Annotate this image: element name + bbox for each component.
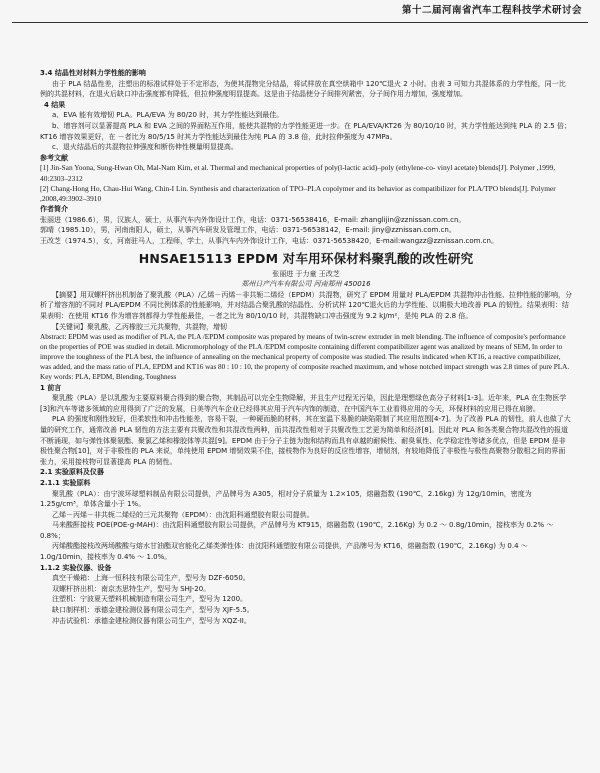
conclusion-item-b: b、增容剂可以显著提高 PLA 和 EVA 之间的界面粘互作用，能使共混物的力学性能更进一步。在 PLA/EVA/KT26 为 80/10/10 时，其力学性能达到纯 PLA 的 2.5 倍；KT16 增容效果更好，在 －者比为 80/5/15 时其力学性能达到最佳为纯 PLA 的 3.8 倍，此时拉伸强度为 47MPa。 (40, 121, 571, 141)
material-item: 聚乳酸（PLA）：由宁波环球塑料制品有限公司提供，产品牌号为 A305，相对分子质量为 1.2×105，熔融指数 (190℃，2.16kg) 为 12g/10min，密度为 1.25g/cm³，单体含量小于 1%。 (40, 489, 532, 509)
reference-item: [2] Chang-Hong Ho, Chau-Hui Wang, Chin-I Lin. Synthesis and characterization of TPO–PLA copolymer and its behavior as compatibilizer for PLA/TPO blends[J]. Polymer ,2008,49:3902–3910 (40, 183, 556, 203)
material-item: 丙烯酸酯接枝改两场酸酸与熔水甘油酯双官能化乙烯类弹性体：由沈阳科通塑胶有限公司提供，产品牌号为 KT16，熔融指数 (190℃，2.16Kg) 为 0.4 ～ 1.0g/10min，接枝率为 0.4% ～ 1.0%。 (40, 542, 528, 562)
author-info-heading: 作者简介 (40, 205, 68, 214)
paper-title: HNSAE15113 EPDM 对车用环保材料聚乳酸的改性研究 (138, 250, 474, 266)
author-info-item: 郭晴（1985.10），男，河南南阳人，硕士，从事汽车研发及管理工作，电话：0371-56538142，E-mail: jiny@zznissan.com.cn。 (40, 226, 456, 235)
paper-affiliation: 郑州日产汽车有限公司 河南郑州 450016 (241, 280, 371, 289)
keywords-chinese: 【关键词】聚乳酸，乙丙橡胶三元共聚物，共混物，增韧 (52, 322, 227, 331)
abstract-chinese: 【摘要】用双螺杆挤出机制备了聚乳酸（PLA）/乙烯－丙烯－非共轭二烯烃（EPDM）共混物，研究了 EPDM 用量对 PLA/EPDM 共混物冲击性能、拉伸性能的影响，分析了增容剂的不同对 PLA/EPDM 不同比例体系的性能影响，并对结晶合聚乳酸的结晶性、分析试样 120℃退火后的力学性能、以期极大地改善 PLA 的韧性。结果表明：结果表明：在使用 KT16 作为增容剂都得力学性能最佳，－者之比为 80/10/10 时，共混物缺口冲击强度为 9.2 kJ/m²，是纯 PLA 的 2.8 倍。 (40, 290, 572, 320)
references-heading: 参考文献 (40, 153, 68, 162)
paper-authors: 张丽进 于力童 王改芝 (272, 269, 340, 278)
equipment-item: 缺口制样机：承德金建检测仪器有限公司生产，型号为 XJF-5.5。 (52, 606, 254, 615)
conclusion-item-c: c、退火结晶后的共混物拉伸强度和断伤伸性模量明显提高。 (52, 143, 238, 152)
material-item: 马来酸酐接枝 POE(POE-g-MAH)：由沈阳科通塑胶有限公司提供，产品牌号为 KT915，熔融指数 (190℃，2.16Kg) 为 0.2 ～ 0.8g/10min，接枝率为 0.2% ～ 0.8%； (40, 521, 554, 540)
abstract-english: Abstract: EPDM was used as modifier of PLA, the PLA /EPDM composite was prepared by means of twin-screw extruder in melt blending. The influence of composite's performance on the properties of POE was studied in detail. Micromorphology of the PLA /EPDM composite containing different compatibilizer agent was analized by means of SEM, In order to improve the toughness of the PLA best, the influence of annealing on the mechanical property of composite was studied. The results indicated when KT16, a reactive compatibilizer, was added, and the mass ratio of PLA, EPDM and KT16 was 80 : 10 : 10, the property of composite reached maximum, and whose notched impact strength was 2.8 times of pure PLA. (40, 333, 570, 372)
running-header: 第十二届河南省汽车工程科技学术研讨会 (401, 5, 582, 16)
reference-item: [1] Jin-San Yoona, Sung-Hwan Oh, Mal-Nam Kim, et al. Thermal and mechanical properties of poly(l-lactic acid)–poly (ethylene-co- vinyl acetate) blends[J]. Polymer ,1999, 40:2303–2312 (40, 163, 556, 183)
section-heading-3-4: 3.4 结晶性对材料力学性能的影响 (40, 69, 146, 77)
material-item: 乙烯－丙烯－非共轭二烯烃的三元共聚物（EPDM）：由沈阳科通塑胶有限公司提供。 (52, 510, 314, 519)
intro-paragraph-2: PLA 的强度和刚性较好，但柔软性和冲击性能差，容易干裂，一种硬而脆的材料，其在室温下易脆的缺陷限制了其应用范围[4-7]。为了改善 PLA 的韧性，前人也做了大量的研究工作，通常改善 PLA 韧性的方法主要有共聚改性和共混改性两种，而共混改性相对于共聚改性工艺更为简单和经济[8]。因此对 PLA 和各类聚合物共混改性的报道不断涌现，如与弹性体聚氨酯、聚氯乙烯和橡胶体等共混[9]。EPDM 由于分子主链为饱和结构而具有卓越的耐候性、耐臭氧性、化学稳定性等诸多优点，但是 EPDM 是非极性聚合物[10]，对于非极性的 PLA 来说，单纯使用 EPDM 增韧效果不佳，接枝物作为良好的反应性增容，增韧剂，有较地降低了非极性与极性高聚物分散相之间的界面张力，采用接枝物可显著提高 PLA 的韧性。 (40, 415, 571, 466)
intro-paragraph-1: 聚乳酸（PLA）是以乳酸为主要原料聚合得到的聚合物，其制品可以完全生物降解，并且生产过程无污染，因此是理想绿色高分子材料[1-3]。近年来，PLA 在生物医学[3]和汽车等诸多领域的应用得到了广泛的发展，日美等汽车企业已经得其应用于汽车内饰的制造，在中国汽车工业看得应用的今天，环保材料的应用已得在肩膀。 (40, 394, 567, 413)
section-heading-2-1-1: 2.1.1 实验原料 (40, 478, 91, 487)
equipment-item: 冲击试验机：承德金建检测仪器有限公司生产，型号为 XQZ-II。 (52, 616, 251, 625)
equipment-item: 真空干燥箱：上海一恒科技有限公司生产，型号为 DZF-6050。 (52, 574, 250, 583)
equipment-item: 注塑机：宁波夏天塑料机械制造有限公司生产，型号为 1200。 (52, 595, 248, 604)
equipment-item: 双螺杆挤出机：南京杰思特生产，型号为 SHJ-20。 (52, 584, 211, 593)
section-heading-results: 4 结果 (44, 100, 66, 109)
intro-heading: 1 前言 (40, 383, 62, 392)
section-heading-equipment: 1.1.2 实验仪器、设备 (40, 563, 112, 572)
paragraph-crystallinity: 由于 PLA 结晶性差，注塑出的标准试样处于不定形态，为使其混物完分结晶，将试样放在真空烘箱中 120℃退火 2 小时。由表 3 可知力共混体系的力学性能，同一比例的共混材料，在退火后缺口冲击强度都有降低，但拉伸强度明显提高。这是由于结晶使分子间排列紧密，分子间作用力增加，强度增加。 (40, 79, 566, 99)
page-content (40, 68, 572, 626)
author-info-item: 王改芝（1974.5），女，河南驻马人，工程师，学士，从事汽车内外饰设计工作，电话：0371-56538420，E-mail:wangzz@zznissan.com.cn。 (40, 236, 498, 245)
header-rule (12, 22, 588, 23)
author-info-item: 张丽进（1986.6），男，汉族人，硕士，从事汽车内外饰设计工作，电话：0371-56538416，E-mail: zhanglijin@zznissan.com.cn。 (40, 215, 466, 224)
section-heading-2-1: 2.1 实验原料及仪器 (40, 468, 104, 477)
conclusion-item-a: a、EVA 能有效增韧 PLA。PLA/EVA 为 80/20 时，其力学性能达到最佳。 (52, 111, 284, 120)
keywords-english: Key words: PLA, EPDM, Blending, Toughness (40, 373, 177, 382)
